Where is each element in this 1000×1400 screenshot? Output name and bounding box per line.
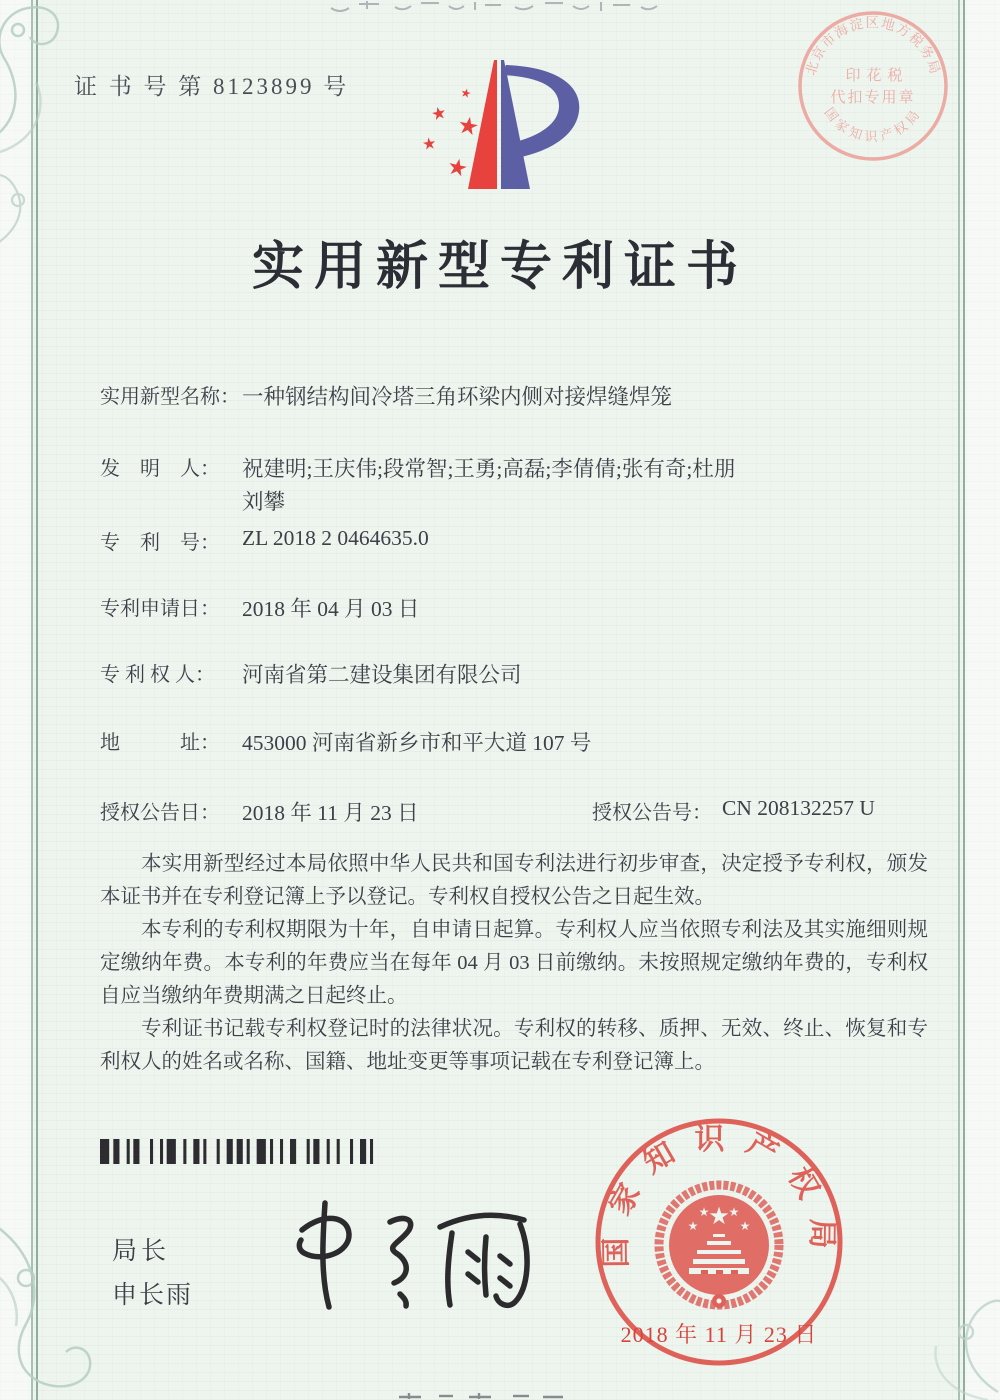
field-label: 专利申请日：: [100, 598, 220, 620]
national-emblem: [659, 1185, 779, 1308]
stamp-tax-seal: [787, 0, 959, 172]
right-margin: [965, 0, 1000, 1400]
field-filing-date: [100, 592, 945, 632]
legal-text: [100, 848, 928, 1079]
field-value: 一种钢结构间冷塔三角环梁内侧对接焊缝焊笼: [242, 385, 673, 409]
grant-date-label: 授权公告日：: [100, 802, 220, 824]
cnipa-logo: [410, 55, 590, 200]
field-grant-date-and-number: [100, 796, 945, 836]
field-label: 地 址：: [100, 732, 220, 754]
seal-date: 2018 年 11 月 23 日: [620, 1322, 818, 1347]
svg-text:★: ★: [728, 1205, 740, 1219]
director-name: 申长雨: [112, 1282, 194, 1309]
field-value: 453000 河南省新乡市和平大道 107 号: [242, 731, 592, 755]
field-value-line2: 刘攀: [242, 490, 286, 514]
svg-text:★: ★: [698, 1205, 710, 1219]
field-label: 专 利 号：: [100, 532, 220, 554]
field-patentee: [100, 658, 945, 698]
svg-text:★: ★: [687, 1219, 699, 1233]
legal-paragraph-3: 专利证书记载专利权登记时的法律状况。专利权的转移、质押、无效、终止、恢复和专利权人的姓名或名称、国籍、地址变更等事项记载在专利登记簿上。: [100, 1018, 928, 1073]
field-value: ZL 2018 2 0464635.0: [242, 526, 429, 550]
svg-text:★: ★: [708, 1204, 730, 1230]
top-edge-cutoff-text: [325, 0, 665, 14]
tax-seal-center-line1: 印花税: [845, 68, 909, 84]
director-title: 局长: [112, 1238, 171, 1265]
grant-number-value: CN 208132257 U: [722, 796, 875, 820]
tax-seal-bottom-text: 国家知识产权局: [821, 104, 925, 144]
emblem-gate-arches: [701, 1270, 738, 1274]
field-address: [100, 726, 945, 766]
logo-stars: [421, 85, 481, 182]
svg-text:★: ★: [739, 1219, 751, 1233]
bottom-right-flourish: [856, 1280, 1000, 1400]
field-patent-number: [100, 526, 945, 566]
field-inventors: [100, 452, 945, 522]
tax-seal-center-line2: 代扣专用章: [830, 90, 916, 106]
svg-text:★: ★: [444, 153, 471, 183]
legal-paragraph-2: 本专利的专利权期限为十年，自申请日起算。专利权人应当依照专利法及其实施细则规定缴纳年费。本专利的年费应当在每年 04 月 03 日前缴纳。未按照规定缴纳年费的，专利权自应当缴纳年费期满之日起终止。: [100, 919, 928, 1007]
director-signature: [272, 1200, 582, 1312]
barcode: [100, 1139, 380, 1165]
certificate-title: 实用新型专利证书: [251, 239, 748, 296]
grant-date-value: 2018 年 11 月 23 日: [242, 801, 419, 825]
seal-org-text: 国家知识产权局: [599, 1122, 839, 1268]
grant-number-label: 授权公告号：: [592, 802, 712, 824]
right-border-line: [958, 0, 965, 1400]
svg-text:★: ★: [455, 112, 482, 142]
field-label: 专 利 权 人：: [100, 664, 215, 686]
svg-text:★: ★: [421, 135, 438, 154]
legal-paragraph-1: 本实用新型经过本局依照中华人民共和国专利法进行初步审查，决定授予专利权，颁发本证书并在专利登记簿上予以登记。专利权自授权公告之日起生效。: [100, 853, 928, 908]
field-label: 实用新型名称：: [100, 386, 240, 408]
field-utility-model-name: [100, 380, 945, 420]
field-value: 2018 年 04 月 03 日: [242, 597, 420, 621]
certificate-number: 证 书 号 第 8123899 号: [74, 74, 350, 99]
svg-text:★: ★: [429, 102, 449, 125]
svg-text:★: ★: [459, 85, 473, 102]
logo-blue-wedge: [501, 60, 530, 189]
field-value-line1: 祝建明;王庆伟;段常智;王勇;高磊;李倩倩;张有奇;杜朋: [242, 457, 736, 481]
svg-text:国家知识产权局: [821, 105, 924, 144]
field-value: 河南省第二建设集团有限公司: [242, 663, 522, 687]
field-label: 发 明 人：: [100, 458, 220, 480]
bottom-edge-cutoff-text: [395, 1391, 575, 1400]
tax-seal-top-text: 北京市海淀区地方税务局: [802, 15, 944, 77]
